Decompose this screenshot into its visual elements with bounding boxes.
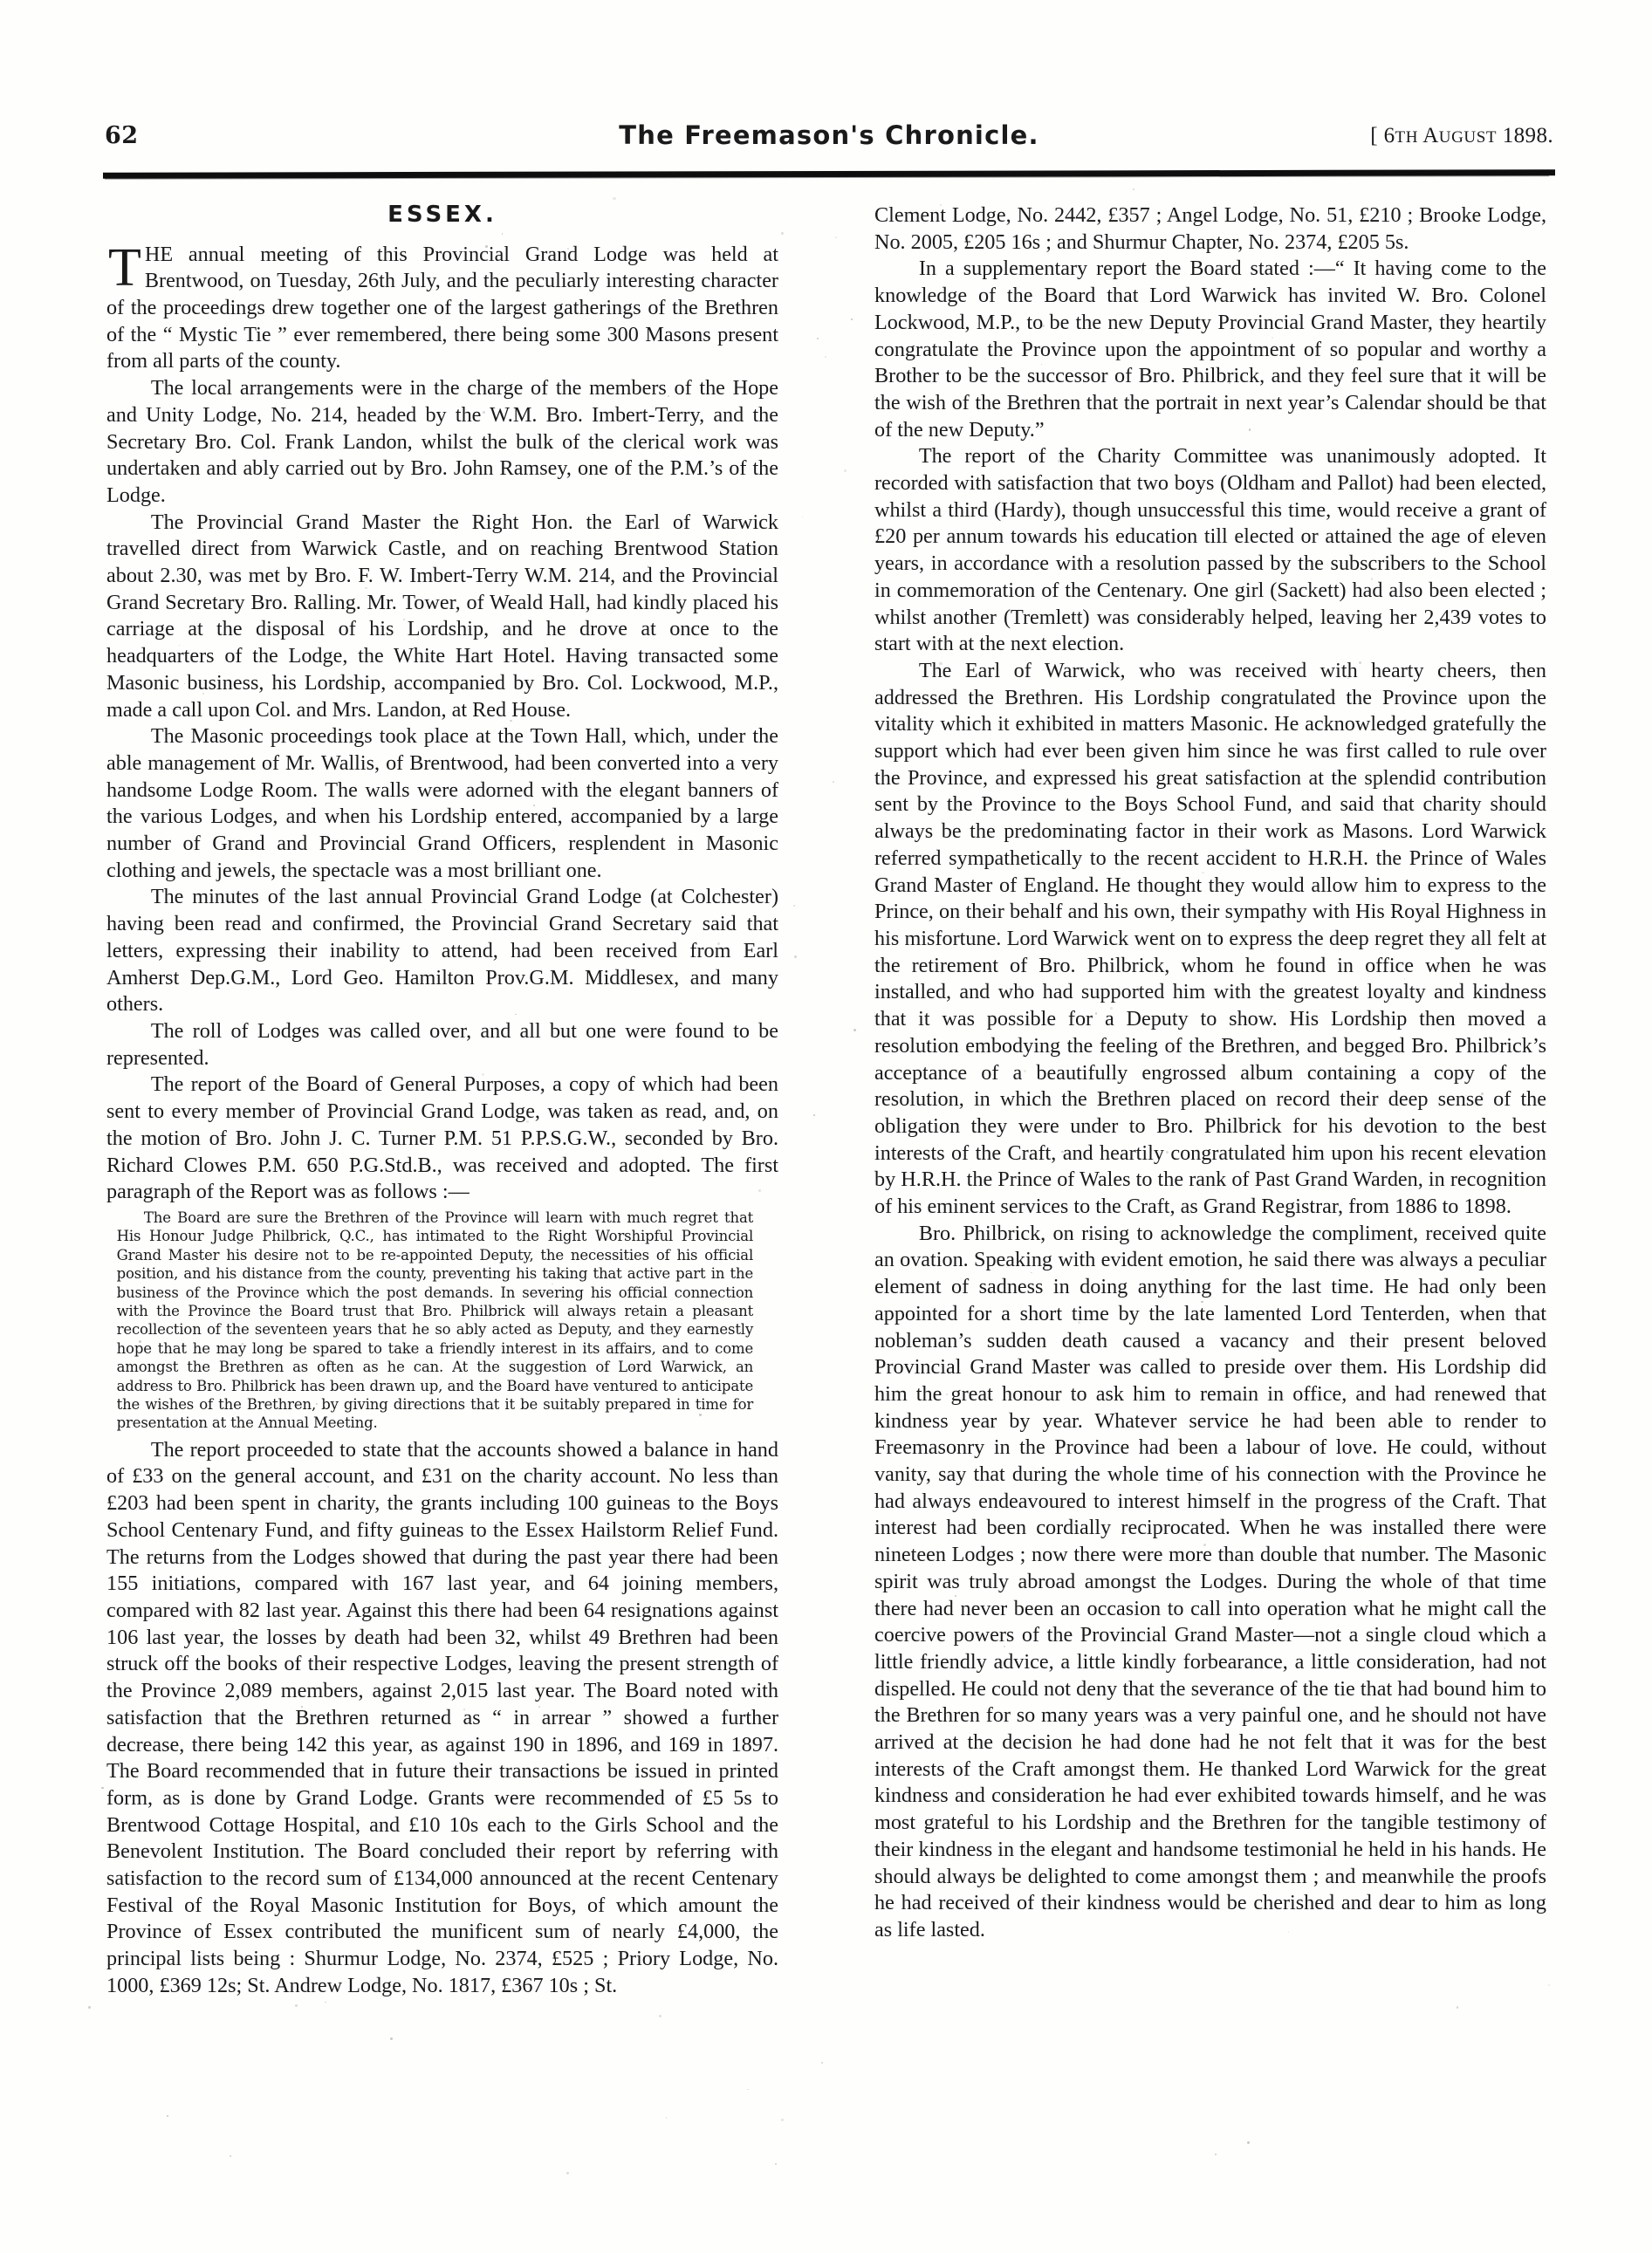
page-number: 62 <box>105 122 139 149</box>
scan-speckle <box>659 2015 661 2017</box>
paragraph: The roll of Lodges was called over, and all but one were found to be represented. <box>106 1018 778 1070</box>
scan-speckle <box>835 236 837 238</box>
paragraph: The Masonic proceedings took place at the Town Hall, which, under the able management of Mr. Wallis, of Brentwood, had been converted into a very handsome Lodge Room. The walls were adorned with the elegant banners of the various Lodges, and when his Lordship entered, accompanied by a large number of Grand and Provincial Grand Officers, resplendent in Masonic clothing and jewels, the spectacle was a most brilliant one. <box>106 724 778 882</box>
scan-speckle <box>1548 1984 1550 1986</box>
scan-speckle <box>167 2115 168 2117</box>
paragraph: The report of the Charity Committee was unanimously adopted. It recorded with satisfaction that two boys (Oldham and Pallot) had been elected, whilst a third (Hardy), though unsuccessful this time, would receive a grant of £20 per annum towards his education till elected or attained the age of eleven years, in accordance with a resolution passed by the subscribers to the School in commemoration of the Centenary. One girl (Sackett) had also been elected ; whilst another (Tremlett) was considerably helped, leaving her 2,439 votes to start with at the next election. <box>874 444 1546 656</box>
scan-speckle <box>613 197 615 200</box>
column-left <box>106 202 778 2000</box>
scan-speckle <box>325 2002 326 2003</box>
paragraph: The minutes of the last annual Provincial Grand Lodge (at Colchester) having been read and confirmed, the Provincial Grand Secretary said that letters, expressing their inability to attend, had been received from Earl Amherst Dep.G.M., Lord Geo. Hamilton Prov.G.M. Middlesex, and many others. <box>106 885 778 1017</box>
scan-speckle <box>781 2119 784 2121</box>
paragraph: Bro. Philbrick, on rising to acknowledge the compliment, received quite an ovation. Speaking with evident emotion, he said there was always a peculiar element of sadness in doing anything for the last time. He had only been appointed for a short time by the late lamented Lord Tenterden, when that nobleman’s sudden death caused a vacancy and their present beloved Provincial Grand Master was called to preside over them. His Lordship did him the great honour to ask him to remain in office, and had renewed that kindness year by year. Whatever service he had been able to render to Freemasonry in the Province had been a labour of love. He could, without vanity, say that during the whole time of his connection with the Province he had always endeavoured to interest himself in the progress of the Craft. That interest had been cordially reciprocated. When he was installed there were nineteen Lodges ; now there were more than double that number. The Masonic spirit was truly abroad amongst the Lodges. During the whole of that time there had never been an occasion to call into operation what he might call the coercive powers of the Provincial Grand Master—not a single cloud which a little friendly advice, a little kindly forbearance, a little consideration, had not dispelled. He could not deny that the severance of the tie that had bound him to the Brethren for so many years was a very painful one, and he should not have arrived at the decision he had done had he not felt that it was for the best interests of the Craft amongst them. He thanked Lord Warwick for the great kindness and consideration he had ever exhibited towards himself, and he was most grateful to his Lordship and the Brethren for the tangible testimony of their kindness in the elegant and handsome testimonial he held in his hands. He should always be delighted to come amongst them ; and meanwhile the proofs he had received of their kindness would be cherished and dear to him as long as life lasted. <box>874 1221 1546 1941</box>
scan-speckle <box>821 2062 822 2063</box>
paragraph-text: HE annual meeting of this Provincial Grand Lodge was held at Brentwood, on Tuesday, 26th July, and the peculiarly interesting character of the proceedings drew together one of the largest gatherings of the Brethren of the “ Mystic Tie ” ever remembered, there being some 300 Masons present from all parts of the county. <box>106 242 778 373</box>
report-extract-blockquote: The Board are sure the Brethren of the Province will learn with much regret that His Honour Judge Philbrick, Q.C., has intimated to the Right Worshipful Provincial Grand Master his desire not to be re-appointed Deputy, the necessities of his official position, and his distance from the county, preventing his taking that active part in the business of the Province which the post demands. In severing his official connection with the Province the Board trust that Bro. Philbrick will always retain a pleasant recollection of the seventeen years that he so ably acted as Deputy, and they earnestly hope that he may long be spared to take a friendly interest in its affairs, and to come amongst the Brethren as often as he can. At the suggestion of Lord Warwick, an address to Bro. Philbrick has been drawn up, and the Board have ventured to anticipate the wishes of the Brethren, by giving directions that it be suitably prepared in time for presentation at the Annual Meeting. <box>116 1209 754 1433</box>
scan-speckle <box>833 781 834 783</box>
column-right <box>874 202 1546 1944</box>
scan-speckle <box>88 2006 91 2009</box>
scan-speckle <box>666 2117 668 2119</box>
section-heading-essex: ESSEX. <box>387 202 497 228</box>
scan-speckle <box>817 338 819 339</box>
scan-speckle <box>1215 2154 1217 2155</box>
scan-speckle <box>295 2004 298 2007</box>
scan-speckle <box>775 2163 777 2165</box>
issue-date <box>1370 124 1553 148</box>
paragraph: The report of the Board of General Purposes, a copy of which had been sent to every member of Provincial Grand Lodge, was taken as read, and, on the motion of Bro. John J. C. Turner P.M. 51 P.P.S.G.W., seconded by Bro. Richard Clowes P.M. 650 P.G.Std.B., was received and adopted. The first paragraph of the Report was as follows :— <box>106 1072 778 1204</box>
paragraph: The local arrangements were in the charge of the members of the Hope and Unity Lodge, No. 214, headed by the W.M. Bro. Imbert-Terry, and the Secretary Bro. Col. Frank Landon, whilst the bulk of the clerical work was undertaken and ably carried out by Bro. John Ramsey, one of the P.M.’s of the Lodge. <box>106 376 778 507</box>
issue-date-text: [ 6TH AUGUST 1898. <box>1370 124 1553 147</box>
scan-speckle <box>781 232 783 234</box>
scan-speckle <box>1133 188 1134 190</box>
scan-speckle <box>851 318 853 320</box>
scan-speckle <box>794 955 797 958</box>
paragraph <box>106 237 778 376</box>
scan-speckle <box>793 905 795 907</box>
paragraph: The Earl of Warwick, who was received with hearty cheers, then addressed the Brethren. His Lordship congratulated the Province upon the vitality which it exhibited in matters Masonic. He acknowledged gratefully the support which had ever been given him since he was first called to rule over the Province, and expressed his great satisfaction at the splendid contribution sent by the Province to the Boys School Fund, and said that charity should always be the predominating factor in their work as Masons. Lord Warwick referred sympathetically to the recent accident to H.R.H. the Prince of Wales Grand Master of England. He thought they would allow him to express to the Prince, on their behalf and his own, their sympathy with His Royal Highness in his misfortune. Lord Warwick went on to express the deep regret they all felt at the retirement of Bro. Philbrick, whom he found in office when he was installed, and who had supported him with the greatest loyalty and kindness that it was possible for a Deputy to show. His Lordship then moved a resolution embodying the feeling of the Brethren, and begged Bro. Philbrick’s acceptance of a beautifully engrossed album containing a copy of the resolution, in which the Brethren placed on record their deep sense of the obligation they were under to Bro. Philbrick for his devotion to the best interests of the Craft, and heartily congratulated him upon his recent elevation by H.R.H. the Prince of Wales to the rank of Past Grand Warden, in recognition of his eminent services to the Craft, as Grand Registrar, from 1886 to 1898. <box>874 658 1546 1219</box>
scan-speckle <box>101 1787 104 1790</box>
scan-speckle <box>853 1029 856 1031</box>
running-head <box>105 122 1553 164</box>
paragraph: The report proceeded to state that the accounts showed a balance in hand of £33 on the general account, and £31 on the charity account. No less than £203 had been spent in charity, the grants including 100 guineas to the Boys School Centenary Fund, and fifty guineas to the Essex Hailstorm Relief Fund. The returns from the Lodges showed that during the past year there had been 155 initiations, compared with 167 last year, and 64 joining members, compared with 82 last year. Against this there had been 64 resignations against 106 last year, the losses by death had been 32, whilst 49 Brethren had been struck off the books of their respective Lodges, leaving the present strength of the Province 2,089 members, against 2,015 last year. The Board noted with satisfaction that the Brethren returned as “ in arrear ” showed a further decrease, there being 142 this year, as against 190 in 1896, and 169 in 1897. The Board recommended that in future their transactions be issued in printed form, as is done by Grand Lodge. Grants were recommended of £5 5s to Brentwood Cottage Hospital, and £10 10s each to the Girls School and the Benevolent Institution. The Board concluded their report by referring with satisfaction to the record sum of £134,000 announced at the recent Centenary Festival of the Royal Masonic Institution for Boys, of which amount the Province of Essex contributed the munificent sum of nearly £4,000, the principal lists being : Shurmur Lodge, No. 2374, £525 ; Priory Lodge, No. 1000, £369 12s; St. Andrew Lodge, No. 1817, £367 10s ; St. <box>106 1437 778 1997</box>
scan-speckle <box>230 2155 231 2157</box>
scan-speckle <box>825 356 826 358</box>
drop-cap: T <box>108 237 141 298</box>
scan-speckle <box>1247 2141 1250 2144</box>
scan-speckle <box>844 469 847 472</box>
scan-speckle <box>566 2172 569 2174</box>
scan-speckle <box>747 2089 749 2091</box>
journal-title: The Freemason's Chronicle. <box>619 120 1039 150</box>
header-rule <box>103 169 1555 178</box>
scan-speckle <box>390 2037 393 2040</box>
paragraph: In a supplementary report the Board stated :—“ It having come to the knowledge of the Board that Lord Warwick has invited W. Bro. Colonel Lockwood, M.P., to be the new Deputy Provincial Grand Master, they heartily congratulate the Province upon the appointment of so popular and worthy a Brother to be the successor of Bro. Philbrick, and they feel sure that it will be the wish of the Brethren that the portrait in next year’s Calendar should be that of the new Deputy.” <box>874 257 1546 442</box>
scan-speckle <box>813 1114 815 1116</box>
paragraph: The Provincial Grand Master the Right Hon. the Earl of Warwick travelled direct from Warwick Castle, and on reaching Brentwood Station about 2.30, was met by Bro. F. W. Imbert-Terry W.M. 214, and the Provincial Grand Secretary Bro. Ralling. Mr. Tower, of Weald Hall, had kindly placed his carriage at the disposal of his Lordship, and he drove at once to the headquarters of the Lodge, the White Hart Hotel. Having transacted some Masonic business, his Lordship, accompanied by Bro. Col. Lockwood, M.P., made a call upon Col. and Mrs. Landon, at Red House. <box>106 510 778 722</box>
paragraph: Clement Lodge, No. 2442, £357 ; Angel Lodge, No. 51, £210 ; Brooke Lodge, No. 2005, £205 16s ; and Shurmur Chapter, No. 2374, £205 5s. <box>874 203 1546 254</box>
scan-speckle <box>1457 2006 1459 2009</box>
